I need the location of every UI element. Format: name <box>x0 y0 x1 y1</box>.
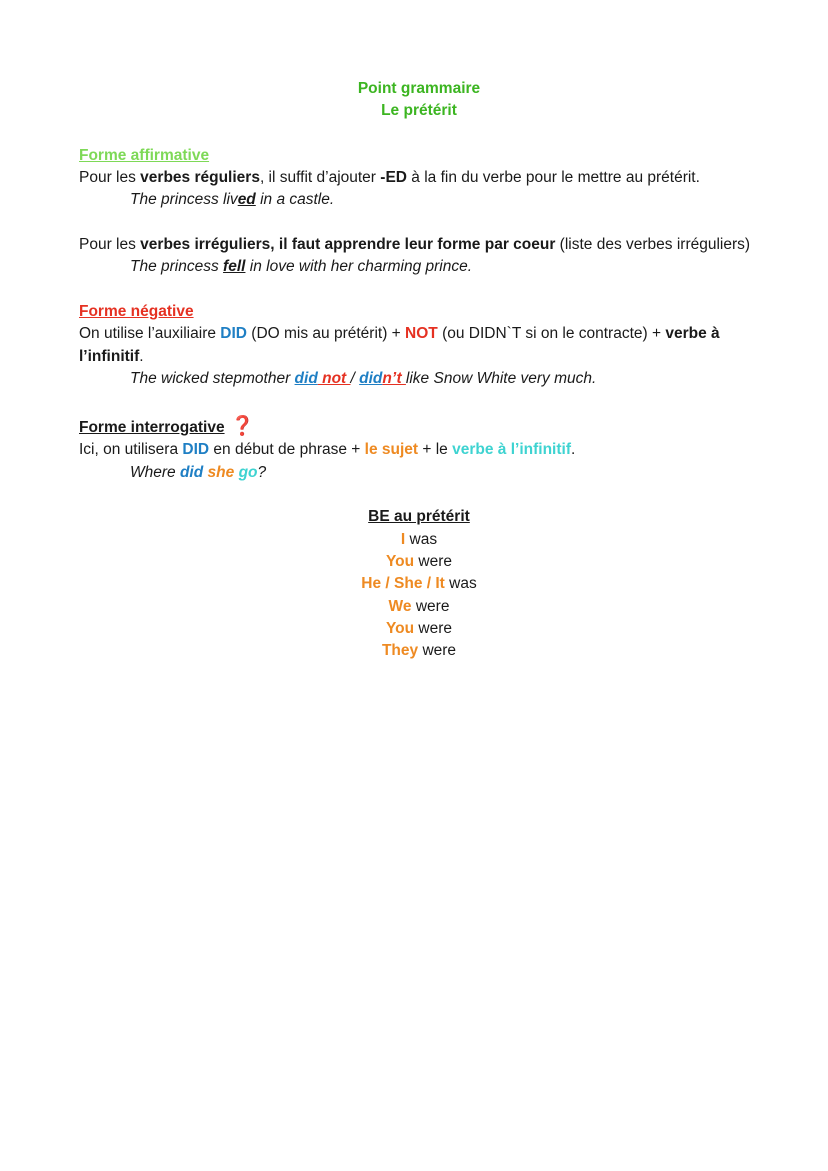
example-interrogative <box>79 462 759 484</box>
bold-text: verbes irréguliers <box>140 236 271 254</box>
not-keyword: not <box>317 369 351 387</box>
verb-form: was <box>405 530 438 548</box>
did-keyword: did <box>179 463 204 481</box>
spacer <box>79 279 759 301</box>
heading-affirmative: Forme affirmative <box>79 146 210 164</box>
text: The wicked stepmother <box>130 369 295 387</box>
conjugation-row <box>79 551 759 573</box>
conjugation-row <box>79 640 759 662</box>
text: (ou DIDN`T si on le contracte) + <box>437 325 666 343</box>
text: Pour les <box>79 236 141 254</box>
section-affirmative <box>79 145 759 279</box>
verb-form: were <box>414 552 453 570</box>
not-keyword: n’t <box>382 369 406 387</box>
verb-keyword: verbe à l’infinitif <box>452 441 571 459</box>
not-keyword: NOT <box>405 325 438 343</box>
section-interrogative <box>79 416 759 484</box>
text: Pour les <box>79 169 141 187</box>
example-irregular <box>79 256 759 278</box>
text: (liste des verbes irréguliers) <box>555 236 751 254</box>
conjugation-row <box>79 596 759 618</box>
example-negative <box>79 368 759 390</box>
bold-text: -ED <box>380 169 407 187</box>
highlight-verb: fell <box>223 258 246 276</box>
be-conjugation <box>79 506 759 662</box>
verb-form: were <box>414 619 453 637</box>
text: On utilise l’auxiliaire <box>79 325 221 343</box>
question-mark-icon: ❓ <box>230 416 255 438</box>
example-regular <box>79 189 759 211</box>
pronoun: They <box>381 642 419 660</box>
verb-keyword: go <box>238 463 258 481</box>
bold-text: , il faut apprendre leur forme par coeur <box>270 236 556 254</box>
negative-paragraph <box>79 323 759 368</box>
text: Where <box>130 463 180 481</box>
did-keyword: DID <box>220 325 247 343</box>
bold-text: verbes réguliers <box>140 169 260 187</box>
pronoun: You <box>385 619 415 637</box>
did-keyword: did <box>294 369 318 387</box>
conjugation-row <box>79 529 759 551</box>
text: like Snow White very much. <box>405 369 597 387</box>
spacer <box>79 390 759 416</box>
irregular-verbs-paragraph <box>79 234 759 256</box>
text: (DO mis au prétérit) + <box>246 325 406 343</box>
heading-interrogative: Forme interrogative <box>79 419 225 437</box>
pronoun: You <box>385 552 415 570</box>
text: en début de phrase + <box>209 441 365 459</box>
text: ? <box>257 463 267 481</box>
page-title: Point grammaire <box>357 80 481 97</box>
bold-text: verbe à l’infinitif <box>79 325 720 365</box>
text: in a castle. <box>255 191 335 209</box>
subject-keyword: le sujet <box>364 441 419 459</box>
regular-verbs-paragraph <box>79 167 759 189</box>
did-keyword: DID <box>182 441 210 459</box>
conjugation-row <box>79 573 759 595</box>
pronoun: I <box>400 530 406 548</box>
text: The princess liv <box>130 191 238 209</box>
text: à la fin du verbe pour le mettre au prétérit. <box>406 169 700 187</box>
interrogative-paragraph <box>79 439 759 461</box>
verb-form: were <box>411 597 450 615</box>
text: Ici, on utilisera <box>79 441 183 459</box>
verb-form: was <box>444 575 477 593</box>
did-keyword: did <box>359 369 383 387</box>
text: . <box>570 441 576 459</box>
page-subtitle: Le prétérit <box>381 102 457 120</box>
pronoun: He / She / It <box>361 575 445 593</box>
document-page <box>79 78 759 662</box>
spacer <box>79 484 759 506</box>
text: + le <box>418 441 453 459</box>
text: in love with her charming prince. <box>245 258 473 276</box>
spacer <box>79 212 759 234</box>
text: / <box>350 369 360 387</box>
pronoun: We <box>388 597 412 615</box>
spacer <box>79 123 759 145</box>
section-negative <box>79 301 759 390</box>
highlight-ending: ed <box>237 191 256 209</box>
text: The princess <box>130 258 224 276</box>
be-title: BE au prétérit <box>368 508 470 526</box>
text: . <box>139 347 144 365</box>
text: , il suffit d’ajouter <box>259 169 381 187</box>
verb-form: were <box>418 642 457 660</box>
heading-negative: Forme négative <box>79 302 194 320</box>
conjugation-row <box>79 618 759 640</box>
subject-keyword: she <box>207 463 235 481</box>
